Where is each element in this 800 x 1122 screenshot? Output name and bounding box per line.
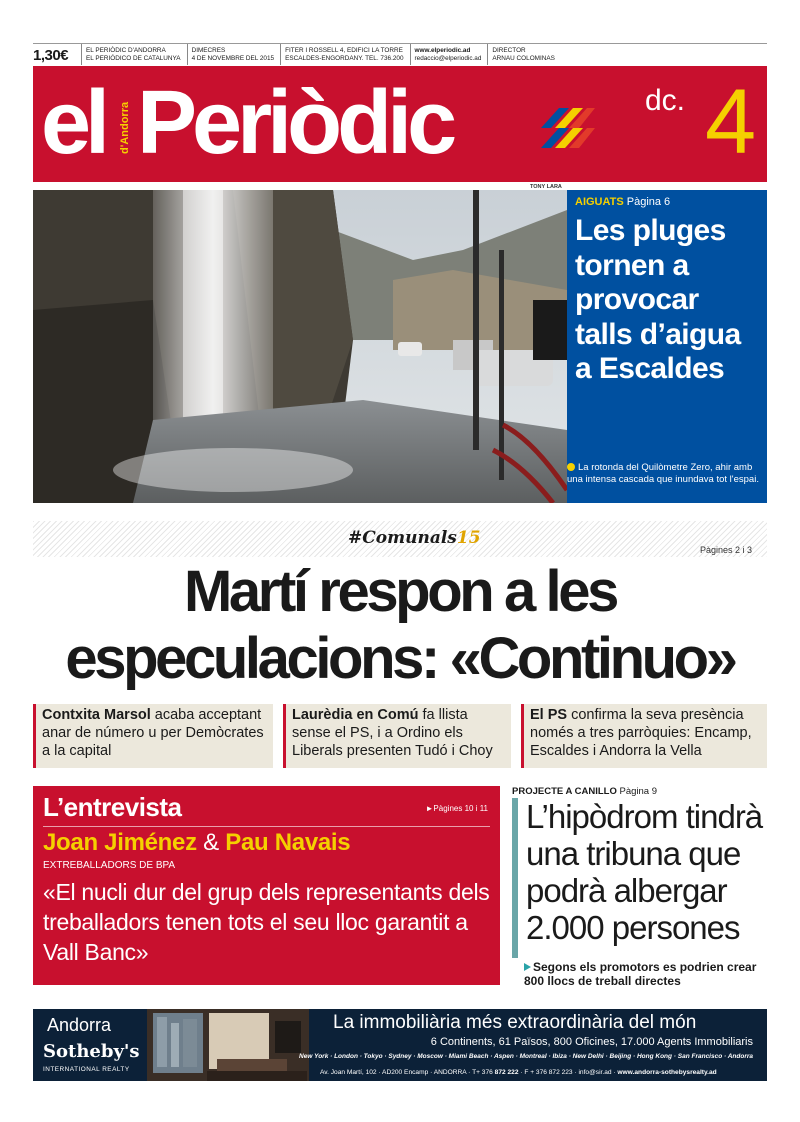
ad-address: Av. Joan Martí, 102 · AD200 Encamp · ANDORRA · T+ 376: [320, 1069, 493, 1076]
brief-item[interactable]: [283, 704, 511, 768]
hashtag-prefix: #Comunals: [348, 528, 457, 548]
section-label: AIGUATS: [575, 196, 624, 208]
story2-subhead: [524, 960, 767, 988]
section-page: Pàgina 6: [626, 196, 671, 208]
names-ampersand: &: [203, 829, 219, 856]
ad-phone[interactable]: 872 222: [494, 1069, 519, 1076]
ad-interior-image: [147, 1009, 309, 1081]
ad-subline: 6 Continents, 61 Països, 800 Oficines, 17.000 Agents Immobiliaris: [430, 1036, 753, 1048]
main-headline-line-2: especulacions: «Continuo»: [65, 626, 735, 691]
lead-photo[interactable]: [33, 190, 567, 503]
main-headline-line-1: Martí respon a les: [184, 559, 616, 624]
kicker-label: PROJECTE A CANILLO: [512, 786, 617, 797]
ad-website[interactable]: www.andorra-sothebysrealty.ad: [617, 1069, 717, 1076]
ad-brand-realty: INTERNATIONAL REALTY: [43, 1066, 130, 1073]
interviewee-role: EXTREBALLADORS DE BPA: [43, 860, 176, 871]
brief-bold: Laurèdia en Comú: [292, 707, 419, 723]
interview-title: L’entrevista: [43, 792, 182, 822]
publisher-line-1: EL PERIÒDIC D'ANDORRA: [86, 47, 166, 54]
ad-cities: New York · London · Tokyo · Sydney · Moscow · Miami Beach · Aspen · Montreal · Ibiza · New Delhi · Beijing · Hong Kong · San Francisco · Andorra: [299, 1053, 753, 1060]
main-pages: Pàgines 2 i 3: [700, 545, 753, 555]
issue-date: 4 DE NOVEMBRE DEL 2015: [191, 55, 275, 62]
kicker-page: Pàgina 9: [619, 786, 658, 797]
weekday: DIMECRES: [191, 47, 226, 54]
interview-quote: «El nucli dur del grup dels representants dels treballadors tenen tots el seu lloc garantit a Vall Banc»: [43, 879, 490, 965]
brief-bold: Contxita Marsol: [42, 707, 151, 723]
price: 1,30€: [33, 47, 69, 64]
director-name: ARNAU COLOMINAS: [492, 55, 555, 62]
brief-text: confirma la seva presència només a tres parròquies: Encamp, Escaldes i Andorra la Vella: [530, 707, 752, 759]
interview-pages: ►Pàgines 10 i 11: [425, 804, 488, 813]
lead-section: [575, 196, 759, 208]
hashtag: [348, 528, 481, 548]
brief-item[interactable]: [521, 704, 767, 768]
sothebys-ad[interactable]: [33, 1009, 767, 1081]
triangle-bullet-icon: [524, 963, 531, 971]
director-info: [487, 44, 561, 65]
address-info: [280, 44, 409, 65]
publisher-info: [81, 44, 187, 65]
interview-names: [43, 829, 490, 857]
lead-headline[interactable]: Les pluges tornen a provocar talls d’aigua a Escaldes: [575, 214, 741, 385]
story2-headline[interactable]: L’hipòdrom tindrà una tribuna que podrà albergar 2.000 persones: [512, 798, 767, 958]
caption-text: La rotonda del Quilòmetre Zero, ahir amb una intensa cascada que inundava tot l'espai.: [567, 462, 759, 485]
photo-credit: TONY LARA: [530, 184, 562, 190]
interview-box[interactable]: [33, 786, 500, 985]
interviewee-1: Joan Jiménez: [43, 829, 197, 856]
ad-fax: · F + 376 872 223 · info@sir.ad ·: [520, 1069, 616, 1076]
brief-text: fa llista sense el PS, i a Ordino els Liberals presenten Tudó i Choy: [292, 707, 493, 759]
publisher-line-2: EL PERIÓDICO DE CATALUNYA: [86, 55, 181, 62]
lead-caption: [567, 462, 767, 486]
masthead: [33, 66, 767, 182]
day-number: 4: [705, 71, 757, 173]
interview-divider: [43, 826, 490, 827]
ad-brand-andorra: Andorra: [47, 1015, 112, 1035]
website-link[interactable]: www.elperiodic.ad: [414, 47, 471, 54]
brief-bold: El PS: [530, 707, 568, 723]
email-link[interactable]: redaccio@elperiodic.ad: [414, 55, 482, 62]
address-line-1: FITER I ROSSELL 4, EDIFICI LA TORRE: [285, 47, 403, 54]
flag-stripes-icon: [539, 106, 595, 150]
main-headline[interactable]: [33, 558, 767, 692]
lead-story[interactable]: [567, 190, 767, 503]
waterfall-street-image: [33, 190, 567, 503]
hashtag-year: 15: [456, 528, 481, 548]
brief-text: acaba acceptant anar de número u per Demòcrates a la capital: [42, 707, 264, 759]
director-label: DIRECTOR: [492, 47, 526, 54]
logo-name: Periòdic: [137, 73, 453, 173]
ad-brand-sothebys: Sotheby's: [43, 1041, 140, 1062]
ad-contact: [320, 1069, 717, 1076]
ad-slogan: La immobiliària més extraordinària del món: [333, 1012, 697, 1033]
contact-info: [410, 44, 488, 65]
logo-andorra: d'Andorra: [119, 101, 131, 155]
interviewee-2: Pau Navais: [225, 829, 351, 856]
logo-prefix: el: [41, 73, 105, 173]
day-abbr: dc.: [645, 84, 686, 117]
info-strip: [33, 43, 767, 65]
story2-sub-text: Segons els promotors es podrien crear 800 llocs de treball directes: [524, 960, 757, 988]
address-line-2: ESCALDES-ENGORDANY. TEL. 736.200: [285, 55, 404, 62]
date-info: [187, 44, 281, 65]
caption-bullet-icon: [567, 463, 575, 471]
story2-kicker: [512, 786, 657, 797]
brief-item[interactable]: [33, 704, 273, 768]
